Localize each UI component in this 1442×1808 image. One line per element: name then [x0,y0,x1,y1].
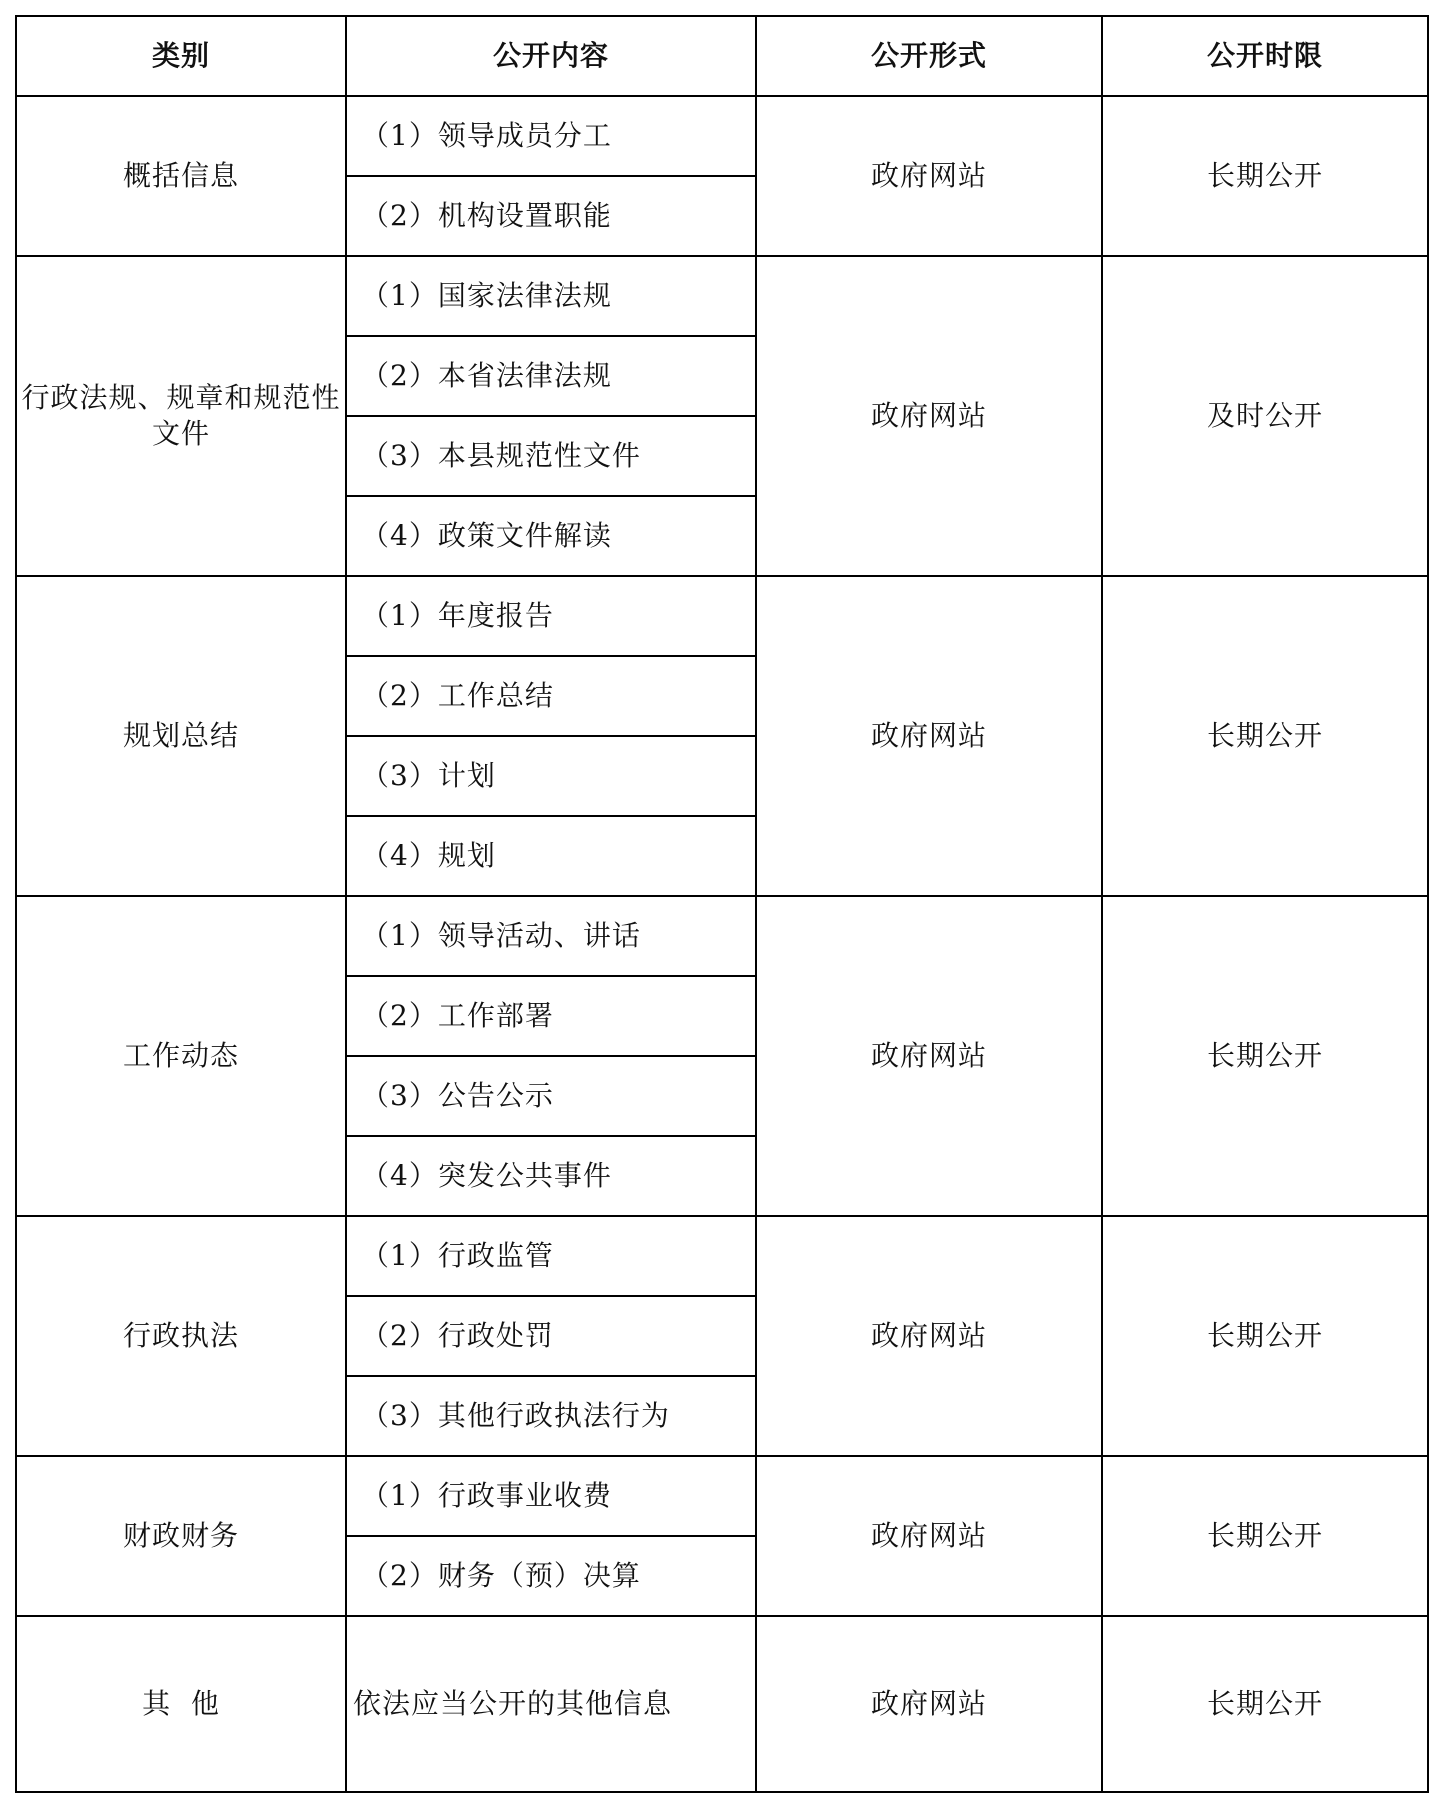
content-item: （1）领导成员分工 [346,96,756,176]
content-item: （4）规划 [346,816,756,896]
form-cell: 政府网站 [756,896,1102,1216]
content-item: （3）公告公示 [346,1056,756,1136]
table-row [16,256,1428,336]
time-cell: 及时公开 [1102,256,1428,576]
content-item: （2）行政处罚 [346,1296,756,1376]
category-cell: 工作动态 [16,896,346,1216]
category-cell: 财政财务 [16,1456,346,1616]
content-item: （3）其他行政执法行为 [346,1376,756,1456]
disclosure-table [15,15,1429,1793]
content-item: （1）行政事业收费 [346,1456,756,1536]
content-item: （1）领导活动、讲话 [346,896,756,976]
header-category: 类别 [16,16,346,96]
content-item: （4）政策文件解读 [346,496,756,576]
content-item: （2）机构设置职能 [346,176,756,256]
category-cell: 其 他 [16,1616,346,1792]
header-row [16,16,1428,96]
table-row [16,576,1428,656]
form-cell: 政府网站 [756,256,1102,576]
category-cell: 概括信息 [16,96,346,256]
header-content: 公开内容 [346,16,756,96]
table-row [16,1456,1428,1536]
time-cell: 长期公开 [1102,896,1428,1216]
time-cell: 长期公开 [1102,1616,1428,1792]
content-item: （1）国家法律法规 [346,256,756,336]
disclosure-document [15,15,1429,1793]
header-time: 公开时限 [1102,16,1428,96]
time-cell: 长期公开 [1102,1216,1428,1456]
content-item: （2）本省法律法规 [346,336,756,416]
content-item: （2）财务（预）决算 [346,1536,756,1616]
form-cell: 政府网站 [756,576,1102,896]
time-cell: 长期公开 [1102,96,1428,256]
content-item: （4）突发公共事件 [346,1136,756,1216]
content-item: （3）本县规范性文件 [346,416,756,496]
category-cell: 行政执法 [16,1216,346,1456]
table-row [16,96,1428,176]
form-cell: 政府网站 [756,96,1102,256]
content-item: （2）工作部署 [346,976,756,1056]
table-row [16,1616,1428,1792]
time-cell: 长期公开 [1102,576,1428,896]
form-cell: 政府网站 [756,1456,1102,1616]
table-row [16,1216,1428,1296]
table-row [16,896,1428,976]
form-cell: 政府网站 [756,1616,1102,1792]
content-item: （1）行政监管 [346,1216,756,1296]
content-item: （1）年度报告 [346,576,756,656]
content-item: （3）计划 [346,736,756,816]
form-cell: 政府网站 [756,1216,1102,1456]
content-item: （2）工作总结 [346,656,756,736]
header-form: 公开形式 [756,16,1102,96]
time-cell: 长期公开 [1102,1456,1428,1616]
category-cell: 规划总结 [16,576,346,896]
content-item: 依法应当公开的其他信息 [346,1616,756,1792]
category-cell: 行政法规、规章和规范性文件 [16,256,346,576]
